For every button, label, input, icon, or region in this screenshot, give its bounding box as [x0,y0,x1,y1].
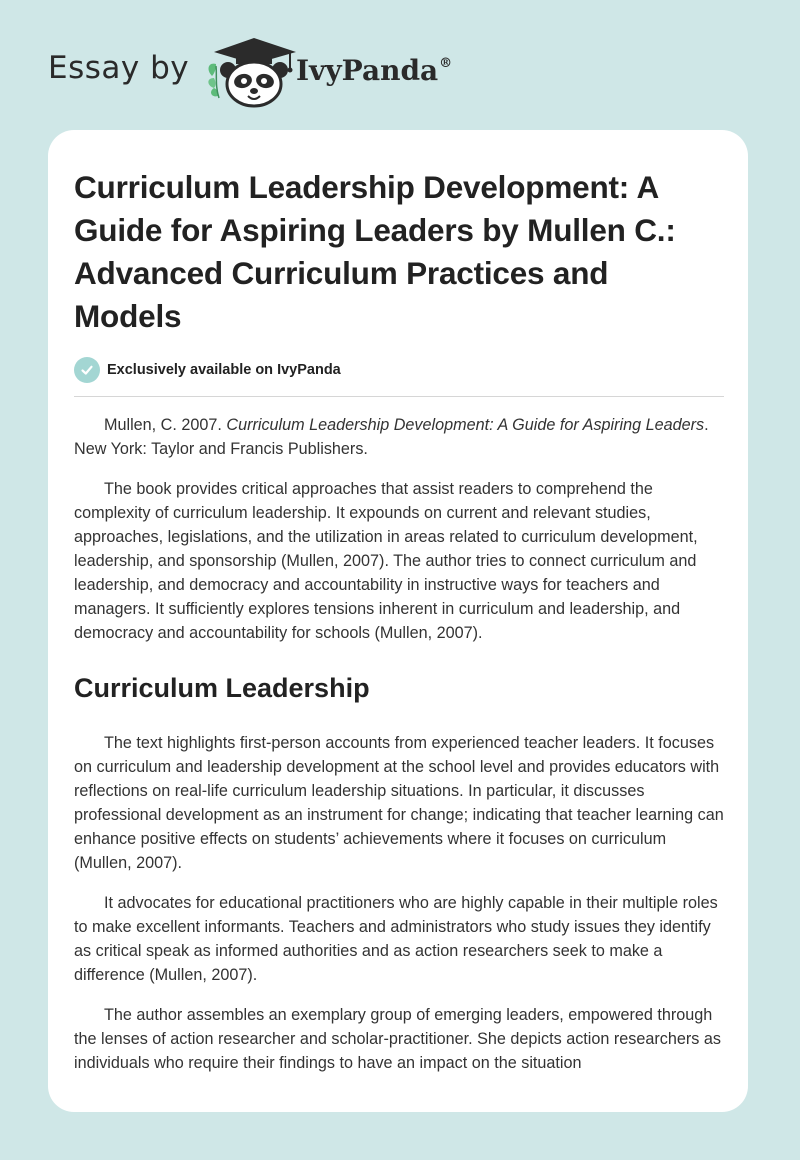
brand-name[interactable]: IvyPanda® [296,54,453,87]
exclusive-badge [74,356,724,384]
essay-by-label: Essay by [48,50,190,86]
divider [74,396,724,397]
intro-paragraph: The book provides critical approaches that assist readers to comprehend the complexity of curriculum leadership. It expounds on current and relevant studies, approaches, legislations, and the utilization in areas related to curriculum development, leadership, and sponsorship (Mullen, 2007). The author tries to connect curriculum and leadership, and democracy and accountability in instructive ways for teachers and managers. It sufficiently explores tensions inherent in curriculum and leadership, and democracy and accountability for schools (Mullen, 2007). [74,480,698,642]
body-paragraph: The text highlights first-person accounts from experienced teacher leaders. It focuses on curriculum and leadership development at the school level and provides educators with reflections on real-life curriculum leadership situations. In particular, it discusses professional development as an instrument for change; indicating that teacher learning can enhance positive effects on students’ achievements where it focuses on curriculum (Mullen, 2007). [74,734,724,872]
reference-paragraph [74,413,724,461]
reference-lead: Mullen, C. 2007. [104,416,227,434]
page-title: Curriculum Leadership Development: A Guide for Aspiring Leaders by Mullen C.: Advanced Curriculum Practices and Models [74,169,676,334]
reference-tail: . New York: Taylor and Francis Publishers. [74,416,709,458]
reference-book-title: Curriculum Leadership Development: A Guide for Aspiring Leaders [226,416,705,434]
essay-card [48,130,748,1112]
check-icon [74,357,100,383]
body-paragraph: The author assembles an exemplary group of emerging leaders, empowered through the lenses of action researcher and scholar-practitioner. She depicts action researchers as individuals who require their findings to have an impact on the situation [74,1006,721,1072]
site-header [48,36,548,106]
registered-mark: ® [439,56,453,71]
panda-graduate-icon[interactable] [202,36,302,108]
exclusive-label: Exclusively available on IvyPanda [107,362,341,378]
body-paragraph: It advocates for educational practitioners who are highly capable in their multiple roles to make excellent informants. Teachers and administrators who study issues they identify as critical speak as informed authorities and as action researchers seek to make a difference (Mullen, 2007). [74,894,718,984]
section-heading: Curriculum Leadership [74,673,370,703]
